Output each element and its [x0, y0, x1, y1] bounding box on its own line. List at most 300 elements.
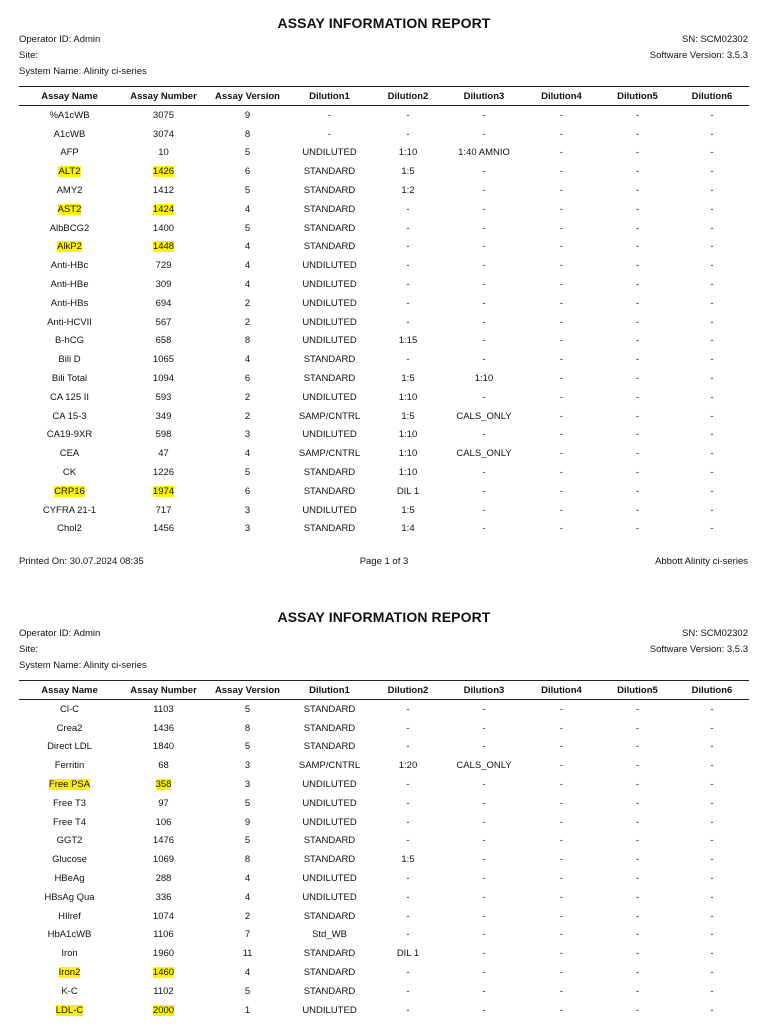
cell-text: - — [559, 241, 564, 253]
cell-text: STANDARD — [303, 854, 356, 866]
cell-text: - — [482, 910, 486, 922]
table-cell — [207, 313, 288, 332]
table-cell — [19, 907, 120, 926]
cell-text: UNDILUTED — [302, 816, 357, 828]
table-cell — [523, 501, 600, 520]
table-cell — [600, 850, 675, 869]
table-cell — [371, 926, 445, 945]
table-cell — [675, 162, 749, 181]
table-row — [19, 444, 749, 463]
serial-number: SN: SCM02302 — [681, 628, 748, 639]
cell-text: STANDARD — [303, 967, 356, 979]
table-cell — [288, 162, 371, 181]
table-cell — [600, 832, 675, 851]
operator-id: Operator ID: Admin — [19, 628, 101, 639]
table-cell — [207, 888, 288, 907]
cell-text: 1:2 — [401, 185, 415, 197]
table-row — [19, 219, 749, 238]
column-header: Dilution3 — [445, 87, 523, 106]
table-cell — [120, 463, 207, 482]
cell-text: - — [406, 222, 410, 234]
cell-text: - — [559, 722, 564, 734]
table-cell — [19, 813, 120, 832]
table-cell — [120, 501, 207, 520]
cell-text: - — [635, 910, 640, 922]
cell-text: - — [406, 835, 410, 847]
table-cell — [19, 926, 120, 945]
cell-text: 288 — [155, 873, 172, 885]
table-cell — [445, 181, 523, 200]
cell-text: - — [406, 260, 410, 272]
cell-text: 106 — [155, 816, 172, 828]
table-cell — [207, 388, 288, 407]
table-cell — [600, 388, 675, 407]
cell-text: - — [710, 429, 714, 441]
cell-text: - — [710, 854, 714, 866]
table-cell — [445, 463, 523, 482]
table-cell — [19, 520, 120, 539]
table-cell — [675, 444, 749, 463]
cell-text: - — [482, 523, 486, 535]
table-row — [19, 869, 749, 888]
cell-text: GGT2 — [56, 835, 83, 847]
table-cell — [207, 944, 288, 963]
table-cell — [675, 907, 749, 926]
table-cell — [445, 125, 523, 144]
table-cell — [207, 256, 288, 275]
table-cell — [19, 407, 120, 426]
cell-text: 5 — [244, 703, 251, 715]
cell-text: - — [406, 1004, 410, 1016]
table-cell — [523, 794, 600, 813]
table-cell — [675, 125, 749, 144]
cell-text: UNDILUTED — [302, 891, 357, 903]
table-row — [19, 756, 749, 775]
table-cell — [600, 106, 675, 125]
cell-text: AST2 — [57, 203, 82, 215]
cell-text: Free PSA — [48, 779, 91, 791]
cell-text: - — [327, 109, 332, 121]
cell-text: 567 — [155, 316, 172, 328]
table-cell — [600, 756, 675, 775]
cell-text: Cl-C — [60, 703, 79, 715]
table-cell — [371, 181, 445, 200]
cell-text: - — [635, 335, 640, 347]
software-version: Software Version: 3.5.3 — [649, 50, 748, 61]
cell-text: 4 — [244, 891, 251, 903]
table-cell — [445, 444, 523, 463]
column-header: Assay Version — [207, 87, 288, 106]
cell-text: - — [710, 523, 714, 535]
cell-text: - — [710, 203, 714, 215]
table-cell — [675, 463, 749, 482]
cell-text: 1:4 — [401, 523, 415, 535]
cell-text: - — [635, 203, 640, 215]
table-cell — [445, 106, 523, 125]
table-cell — [19, 106, 120, 125]
table-cell — [600, 794, 675, 813]
table-cell — [675, 963, 749, 982]
table-cell — [523, 832, 600, 851]
table-cell — [675, 200, 749, 219]
cell-text: 1094 — [152, 373, 175, 385]
table-row — [19, 426, 749, 445]
table-body — [19, 700, 749, 1020]
cell-text: - — [635, 297, 640, 309]
table-cell — [120, 756, 207, 775]
cell-text: - — [635, 722, 640, 734]
column-header: Dilution1 — [288, 681, 371, 700]
cell-text: 4 — [244, 241, 251, 253]
cell-text: - — [559, 485, 564, 497]
cell-text: - — [635, 448, 640, 460]
column-header: Dilution2 — [371, 681, 445, 700]
cell-text: - — [710, 316, 714, 328]
cell-text: - — [559, 316, 564, 328]
table-header-row — [19, 681, 749, 700]
cell-text: Anti-HBc — [50, 260, 89, 272]
cell-text: - — [482, 335, 486, 347]
column-header: Assay Number — [120, 681, 207, 700]
table-cell — [207, 963, 288, 982]
table-cell — [19, 350, 120, 369]
cell-text: 3074 — [152, 128, 175, 140]
cell-text: - — [482, 241, 486, 253]
cell-text: - — [710, 485, 714, 497]
cell-text: 1400 — [152, 222, 175, 234]
column-header: Assay Name — [19, 87, 120, 106]
column-header: Assay Name — [19, 681, 120, 700]
cell-text: 6 — [244, 166, 251, 178]
table-cell — [371, 200, 445, 219]
cell-text: STANDARD — [303, 241, 356, 253]
cell-text: - — [635, 222, 640, 234]
cell-text: Direct LDL — [47, 741, 92, 753]
table-cell — [288, 963, 371, 982]
table-cell — [19, 388, 120, 407]
cell-text: LDL-C — [55, 1004, 84, 1016]
table-cell — [445, 850, 523, 869]
table-cell — [371, 369, 445, 388]
table-cell — [120, 332, 207, 351]
cell-text: Glucose — [52, 854, 87, 866]
cell-text: AFP — [60, 147, 79, 159]
cell-text: 358 — [155, 779, 172, 791]
cell-text: UNDILUTED — [302, 429, 357, 441]
table-cell — [207, 869, 288, 888]
table-cell — [19, 219, 120, 238]
cell-text: 3 — [244, 504, 251, 516]
table-cell — [120, 238, 207, 257]
table-cell — [675, 238, 749, 257]
cell-text: - — [635, 985, 640, 997]
cell-text: 4 — [244, 873, 251, 885]
table-cell — [371, 162, 445, 181]
table-row — [19, 926, 749, 945]
cell-text: CRP16 — [54, 485, 85, 497]
table-cell — [207, 275, 288, 294]
table-cell — [600, 719, 675, 738]
table-cell — [207, 125, 288, 144]
cell-text: - — [482, 128, 486, 140]
assay-table — [19, 86, 749, 538]
table-cell — [207, 700, 288, 719]
table-cell — [207, 813, 288, 832]
cell-text: AlbBCG2 — [49, 222, 90, 234]
cell-text: 3 — [244, 523, 251, 535]
cell-text: - — [710, 873, 714, 885]
cell-text: - — [406, 354, 410, 366]
cell-text: 2000 — [152, 1004, 175, 1016]
system-name: System Name: Alinity ci-series — [19, 660, 147, 671]
cell-text: - — [635, 410, 640, 422]
cell-text: 1:5 — [401, 854, 415, 866]
table-cell — [207, 219, 288, 238]
cell-text: Iron2 — [58, 967, 81, 979]
table-cell — [600, 200, 675, 219]
cell-text: 1106 — [153, 929, 174, 941]
cell-text: - — [635, 797, 640, 809]
cell-text: - — [710, 354, 714, 366]
cell-text: 1074 — [152, 910, 175, 922]
table-cell — [207, 1001, 288, 1020]
cell-text: - — [710, 410, 714, 422]
cell-text: HbA1cWB — [47, 929, 92, 941]
cell-text: - — [406, 797, 410, 809]
cell-text: 3 — [244, 760, 251, 772]
cell-text: 4 — [244, 448, 251, 460]
cell-text: STANDARD — [303, 985, 356, 997]
table-cell — [120, 888, 207, 907]
cell-text: 6 — [244, 373, 251, 385]
cell-text: - — [482, 967, 486, 979]
table-cell — [288, 313, 371, 332]
table-cell — [523, 982, 600, 1001]
cell-text: - — [710, 504, 714, 516]
cell-text: 349 — [155, 410, 172, 422]
table-row — [19, 313, 749, 332]
table-cell — [675, 869, 749, 888]
table-cell — [207, 907, 288, 926]
table-cell — [120, 275, 207, 294]
table-cell — [445, 700, 523, 719]
cell-text: - — [635, 185, 640, 197]
cell-text: 5 — [244, 835, 251, 847]
table-cell — [371, 256, 445, 275]
table-cell — [371, 813, 445, 832]
table-cell — [675, 350, 749, 369]
table-cell — [523, 850, 600, 869]
table-cell — [207, 162, 288, 181]
table-cell — [371, 463, 445, 482]
table-cell — [371, 700, 445, 719]
table-row — [19, 350, 749, 369]
cell-text: CA 15-3 — [52, 410, 87, 422]
table-cell — [523, 482, 600, 501]
cell-text: - — [406, 128, 410, 140]
cell-text: - — [710, 109, 714, 121]
cell-text: - — [406, 741, 410, 753]
column-header: Dilution5 — [600, 87, 675, 106]
table-cell — [675, 775, 749, 794]
table-cell — [675, 388, 749, 407]
table-cell — [600, 256, 675, 275]
cell-text: - — [635, 391, 640, 403]
table-cell — [120, 907, 207, 926]
table-cell — [207, 738, 288, 757]
cell-text: HBeAg — [54, 873, 85, 885]
table-cell — [19, 756, 120, 775]
table-cell — [445, 313, 523, 332]
cell-text: CA19-9XR — [46, 429, 93, 441]
table-cell — [675, 1001, 749, 1020]
table-cell — [445, 388, 523, 407]
table-cell — [445, 501, 523, 520]
column-header: Dilution1 — [288, 87, 371, 106]
cell-text: 5 — [244, 985, 251, 997]
table-cell — [371, 756, 445, 775]
cell-text: - — [710, 222, 714, 234]
cell-text: - — [635, 779, 640, 791]
table-cell — [600, 125, 675, 144]
cell-text: - — [406, 109, 410, 121]
cell-text: - — [635, 147, 640, 159]
cell-text: 1448 — [152, 241, 175, 253]
table-cell — [600, 162, 675, 181]
table-cell — [207, 794, 288, 813]
table-cell — [600, 963, 675, 982]
cell-text: - — [710, 797, 714, 809]
table-cell — [675, 482, 749, 501]
table-cell — [523, 813, 600, 832]
table-cell — [675, 426, 749, 445]
cell-text: 5 — [244, 222, 251, 234]
table-cell — [288, 444, 371, 463]
cell-text: - — [482, 297, 486, 309]
table-cell — [120, 850, 207, 869]
table-cell — [675, 850, 749, 869]
cell-text: - — [710, 722, 714, 734]
table-cell — [120, 963, 207, 982]
cell-text: 1426 — [152, 166, 175, 178]
table-cell — [19, 794, 120, 813]
table-cell — [288, 738, 371, 757]
cell-text: - — [482, 429, 486, 441]
table-cell — [675, 888, 749, 907]
cell-text: - — [635, 873, 640, 885]
cell-text: - — [710, 147, 714, 159]
table-cell — [675, 294, 749, 313]
table-row — [19, 294, 749, 313]
table-cell — [371, 982, 445, 1001]
cell-text: 1065 — [152, 354, 175, 366]
cell-text: 8 — [244, 722, 251, 734]
cell-text: A1cWB — [53, 128, 86, 140]
table-row — [19, 944, 749, 963]
cell-text: - — [710, 741, 714, 753]
cell-text: 593 — [155, 391, 172, 403]
cell-text: DIL 1 — [396, 948, 420, 960]
table-row — [19, 501, 749, 520]
table-cell — [120, 738, 207, 757]
table-cell — [207, 926, 288, 945]
cell-text: - — [635, 1004, 640, 1016]
table-cell — [120, 700, 207, 719]
table-cell — [288, 200, 371, 219]
table-cell — [120, 982, 207, 1001]
cell-text: - — [482, 354, 486, 366]
cell-text: - — [710, 891, 714, 903]
table-row — [19, 463, 749, 482]
table-cell — [288, 944, 371, 963]
cell-text: 5 — [244, 467, 251, 479]
cell-text: 598 — [155, 429, 172, 441]
table-cell — [371, 794, 445, 813]
cell-text: - — [710, 391, 714, 403]
table-row — [19, 982, 749, 1001]
table-cell — [600, 888, 675, 907]
table-row — [19, 388, 749, 407]
cell-text: 1:5 — [401, 166, 415, 178]
cell-text: 1476 — [152, 835, 175, 847]
cell-text: 8 — [244, 854, 251, 866]
table-cell — [120, 313, 207, 332]
table-cell — [523, 388, 600, 407]
cell-text: - — [559, 929, 564, 941]
table-cell — [207, 332, 288, 351]
table-cell — [207, 520, 288, 539]
table-cell — [675, 369, 749, 388]
table-cell — [523, 144, 600, 163]
table-cell — [120, 813, 207, 832]
cell-text: - — [406, 703, 410, 715]
cell-text: - — [559, 703, 564, 715]
table-cell — [288, 125, 371, 144]
cell-text: - — [406, 985, 410, 997]
cell-text: - — [482, 985, 486, 997]
cell-text: - — [559, 891, 564, 903]
cell-text: - — [559, 166, 564, 178]
table-cell — [675, 407, 749, 426]
cell-text: - — [559, 448, 564, 460]
cell-text: - — [406, 967, 410, 979]
table-cell — [445, 294, 523, 313]
column-header: Dilution6 — [675, 87, 749, 106]
table-cell — [523, 907, 600, 926]
cell-text: - — [559, 948, 564, 960]
cell-text: - — [710, 760, 714, 772]
cell-text: - — [635, 429, 640, 441]
table-cell — [675, 813, 749, 832]
cell-text: - — [635, 854, 640, 866]
cell-text: - — [559, 985, 564, 997]
cell-text: 1456 — [152, 523, 175, 535]
cell-text: 68 — [158, 760, 169, 772]
cell-text: - — [559, 504, 564, 516]
cell-text: ALT2 — [58, 166, 81, 178]
table-cell — [19, 313, 120, 332]
table-cell — [371, 907, 445, 926]
table-cell — [207, 775, 288, 794]
cell-text: 2 — [244, 391, 251, 403]
table-cell — [288, 869, 371, 888]
cell-text: - — [482, 929, 486, 941]
table-row — [19, 407, 749, 426]
cell-text: - — [635, 279, 640, 291]
table-cell — [371, 738, 445, 757]
cell-text: CYFRA 21-1 — [42, 504, 97, 516]
cell-text: 47 — [158, 448, 169, 460]
